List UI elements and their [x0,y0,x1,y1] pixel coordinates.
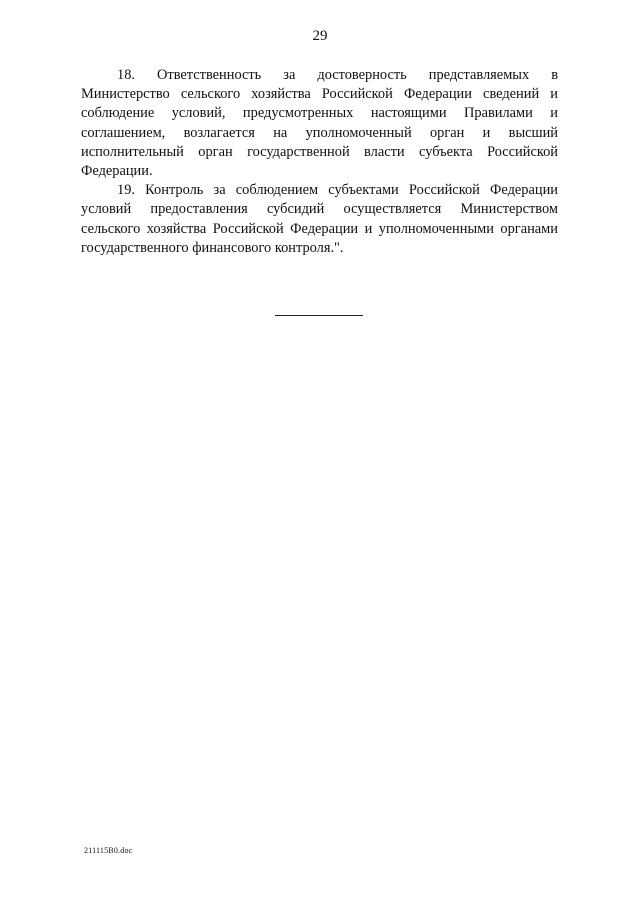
paragraph-18: 18. Ответственность за достоверность представляемых в Министерство сельского хозяйства Российской Федерации сведений и соблюдение условий, предусмотренных настоящими Правилами и соглашением, возлагается на уполномоченный орган и высший исполнительный орган государственной власти субъекта Российской Федерации. [81,67,558,180]
page-number: 29 [312,28,328,44]
paragraph-19: 19. Контроль за соблюдением субъектами Российской Федерации условий предоставления субсидий осуществляется Министерством сельского хозяйства Российской Федерации и уполномоченными органами государственного финансового контроля.". [81,182,558,256]
document-body [81,66,558,258]
document-code: 211115В0.doc [84,846,133,855]
end-separator [275,315,363,316]
